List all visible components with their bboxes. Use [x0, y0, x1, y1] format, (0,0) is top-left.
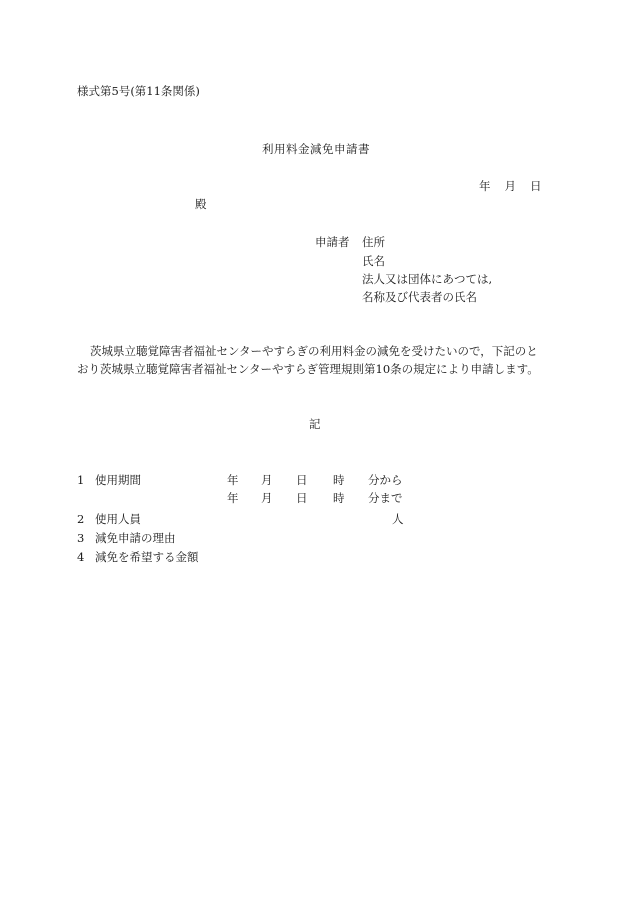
- period-to-minute: 分まで: [368, 491, 403, 505]
- period-to-day: 日: [296, 491, 308, 505]
- item-number-1: 1: [77, 473, 85, 487]
- persons-unit: 人: [392, 512, 404, 526]
- period-to-hour: 時: [333, 491, 345, 505]
- item-label-period: 使用期間: [95, 473, 141, 487]
- applicant-label: 申請者: [315, 235, 350, 249]
- applicant-address-label: 住所: [362, 235, 385, 249]
- date-line: [479, 181, 542, 193]
- form-number: 様式第5号(第11条関係): [77, 84, 200, 98]
- item-number-4: 4: [77, 550, 85, 564]
- item-label-reason: 減免申請の理由: [95, 531, 176, 545]
- item-label-amount: 減免を希望する金額: [95, 550, 199, 564]
- applicant-corporate-note-1: 法人又は団体にあつては,: [362, 272, 493, 286]
- item-label-persons: 使用人員: [95, 512, 141, 526]
- period-to-year: 年: [227, 491, 239, 505]
- document-title: 利用料金減免申請書: [262, 142, 370, 156]
- date-year: 年: [479, 179, 491, 193]
- applicant-name-label: 氏名: [362, 254, 385, 268]
- addressee-honorific: 殿: [195, 197, 207, 211]
- period-from-month: 月: [261, 473, 273, 487]
- period-from-hour: 時: [333, 473, 345, 487]
- period-from-day: 日: [296, 473, 308, 487]
- period-from-year: 年: [227, 473, 239, 487]
- body-text-line-1: 茨城県立聴覚障害者福祉センターやすらぎの利用料金の減免を受けたいので，下記のと: [90, 344, 538, 358]
- date-month: 月: [504, 179, 516, 193]
- item-number-3: 3: [77, 531, 85, 545]
- ki-heading: 記: [309, 417, 321, 431]
- date-day: 日: [530, 179, 542, 193]
- period-to-month: 月: [261, 491, 273, 505]
- item-number-2: 2: [77, 512, 85, 526]
- period-from-minute: 分から: [368, 473, 403, 487]
- body-text-line-2: おり茨城県立聴覚障害者福祉センターやすらぎ管理規則第10条の規定により申請します。: [77, 362, 539, 376]
- applicant-corporate-note-2: 名称及び代表者の氏名: [362, 290, 477, 304]
